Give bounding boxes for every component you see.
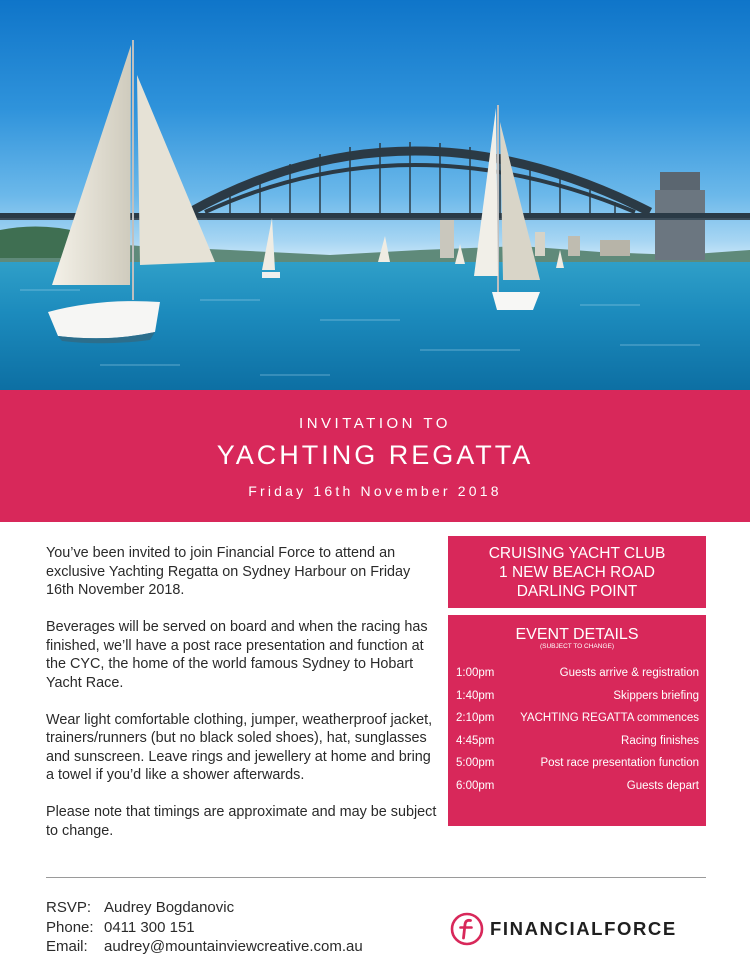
schedule-row: [456, 690, 699, 702]
intro-paragraph-2: Beverages will be served on board and when the racing has finished, we’ll have a post race presentation and function at the CYC, the home of the world famous Sydney to Hobart Yacht Race.: [46, 619, 428, 691]
rsvp-line: [46, 898, 363, 918]
rsvp-name: Audrey Bogdanovic: [104, 899, 235, 916]
schedule-description: YACHTING REGATTA commences: [520, 712, 699, 724]
schedule-row: [456, 735, 699, 747]
footer-divider: [46, 877, 706, 878]
intro-paragraph-4: Please note that timings are approximate and may be subject to change.: [46, 804, 437, 839]
schedule-row: [456, 780, 699, 792]
email-label: Email:: [46, 938, 88, 955]
schedule-description: Guests arrive & registration: [559, 667, 699, 679]
schedule-description: Guests depart: [626, 779, 699, 792]
event-details-heading: EVENT DETAILS: [515, 626, 639, 643]
event-details-box: [448, 615, 706, 826]
schedule-row: [456, 712, 699, 724]
logo-wordmark: FINANCIALFORCE: [490, 918, 677, 939]
email-address[interactable]: audrey@mountainviewcreative.com.au: [104, 938, 363, 955]
harbour-illustration: [0, 0, 750, 390]
schedule-row: [456, 667, 699, 679]
venue-street: 1 NEW BEACH ROAD: [499, 564, 655, 581]
event-date: Friday 16th November 2018: [248, 483, 502, 499]
financialforce-f-logo-icon: [450, 912, 484, 946]
schedule-time: 1:40pm: [456, 689, 495, 702]
schedule-time: 2:10pm: [456, 712, 495, 724]
rsvp-contact-block: [46, 898, 363, 957]
phone-number[interactable]: 0411 300 151: [104, 918, 195, 936]
schedule-time: 6:00pm: [456, 779, 495, 792]
phone-line: [46, 918, 363, 938]
hero-photo-harbour-bridge: [0, 0, 750, 390]
intro-paragraph-3: Wear light comfortable clothing, jumper, weatherproof jacket, trainers/runners (but no black soled shoes), hat, sunglasses and sunscreen. Leave rings and jewellery at home and bring a towel if you’d like a shower afterwards.: [46, 711, 433, 783]
schedule-time: 1:00pm: [456, 667, 495, 679]
schedule-description: Racing finishes: [621, 734, 699, 747]
schedule-time: 4:45pm: [456, 734, 495, 747]
phone-label: Phone:: [46, 918, 94, 936]
venue-box: [448, 536, 706, 608]
venue-name: CRUISING YACHT CLUB: [488, 545, 666, 562]
invitation-kicker: INVITATION TO: [299, 415, 451, 432]
event-details-subheading: (SUBJECT TO CHANGE): [539, 643, 615, 650]
rsvp-label: RSVP:: [46, 899, 92, 916]
schedule-time: 5:00pm: [456, 757, 495, 769]
invitation-banner: [0, 390, 750, 522]
schedule-description: Post race presentation function: [540, 757, 699, 769]
schedule-description: Skippers briefing: [613, 689, 699, 702]
schedule-row: [456, 757, 699, 769]
financialforce-logo: [450, 911, 677, 947]
email-line: [46, 937, 363, 957]
event-title: YACHTING REGATTA: [216, 440, 534, 470]
intro-paragraph-1: You’ve been invited to join Financial Force to attend an exclusive Yachting Regatta on Sydney Harbour on Friday 16th November 2018.: [46, 545, 411, 598]
venue-suburb: DARLING POINT: [516, 583, 638, 600]
invitation-body: [46, 544, 438, 859]
